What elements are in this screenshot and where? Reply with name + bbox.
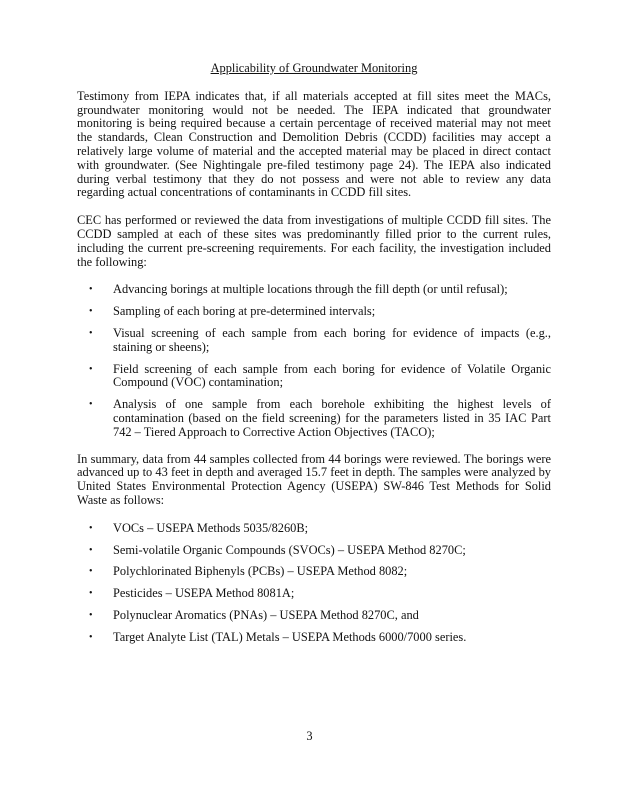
paragraph-testimony: Testimony from IEPA indicates that, if all materials accepted at fill sites meet the MACs, groundwater monitoring would not be needed. The IEPA indicated that groundwater monitoring is being required because a certain percentage of received material may not meet the standards, Clean Construction and Demolition Debris (CCDD) facilities may accept a relatively large volume of material and the accepted material may be placed in direct contact with groundwater. (See Nightingale pre-filed testimony page 24). The IEPA also indicated during verbal testimony that they do not possess and were not able to review any data regarding actual concentrations of contaminants in CCDD fill sites. [77,88,551,200]
paragraph-summary: In summary, data from 44 samples collected from 44 borings were reviewed. The borings were advanced up to 43 feet in depth and averaged 15.7 feet in depth. The samples were analyzed by United States Environmental Protection Agency (USEPA) SW-846 Test Methods for Solid Waste as follows: [77,451,551,507]
list-item [77,544,551,558]
bullet-icon: • [89,284,93,296]
list-item-text: Polynuclear Aromatics (PNAs) – USEPA Method 8270C, and [113,607,419,622]
list-item [77,305,551,319]
paragraph-investigations: CEC has performed or reviewed the data from investigations of multiple CCDD fill sites. The CCDD sampled at each of these sites was predominantly filled prior to the current rules, including the current pre-screening requirements. For each facility, the investigation included the following: [77,213,551,269]
bullet-icon: • [89,327,93,339]
list-item [77,283,551,297]
list-item-text: Pesticides – USEPA Method 8081A; [113,586,295,601]
bullet-icon: • [89,544,93,556]
document-page [77,62,551,658]
list-item-text: VOCs – USEPA Methods 5035/8260B; [113,520,309,535]
list-item-text: Visual screening of each sample from each boring for evidence of impacts (e.g., staining or sheens); [113,325,551,354]
list-item [77,631,551,645]
list-item [77,609,551,623]
bullet-icon: • [89,609,93,621]
bullet-icon: • [89,522,93,534]
list-item-text: Polychlorinated Biphenyls (PCBs) – USEPA Method 8082; [113,564,408,579]
bullet-icon: • [89,631,93,643]
list-item [77,398,551,439]
page-number: 3 [306,729,313,743]
bullet-icon: • [89,306,93,318]
list-item-text: Advancing borings at multiple locations through the fill depth (or until refusal); [113,282,508,297]
list-item-text: Sampling of each boring at pre-determined intervals; [113,304,376,319]
list-item-text: Analysis of one sample from each borehole exhibiting the highest levels of contamination (based on the field screening) for the parameters listed in 35 IAC Part 742 – Tiered Approach to Corrective Action Objectives (TACO); [113,397,551,439]
bullet-icon: • [89,399,93,411]
bullet-icon: • [89,363,93,375]
list-item-text: Semi-volatile Organic Compounds (SVOCs) – USEPA Method 8270C; [113,542,466,557]
investigation-list [77,283,551,439]
list-item-text: Target Analyte List (TAL) Metals – USEPA Methods 6000/7000 series. [113,629,467,644]
list-item-text: Field screening of each sample from each boring for evidence of Volatile Organic Compound (VOC) contamination; [113,361,551,390]
methods-list [77,522,551,645]
list-item [77,587,551,601]
list-item [77,565,551,579]
section-title: Applicability of Groundwater Monitoring [210,61,418,75]
list-item [77,327,551,355]
list-item [77,363,551,391]
bullet-icon: • [89,588,93,600]
list-item [77,522,551,536]
bullet-icon: • [89,566,93,578]
